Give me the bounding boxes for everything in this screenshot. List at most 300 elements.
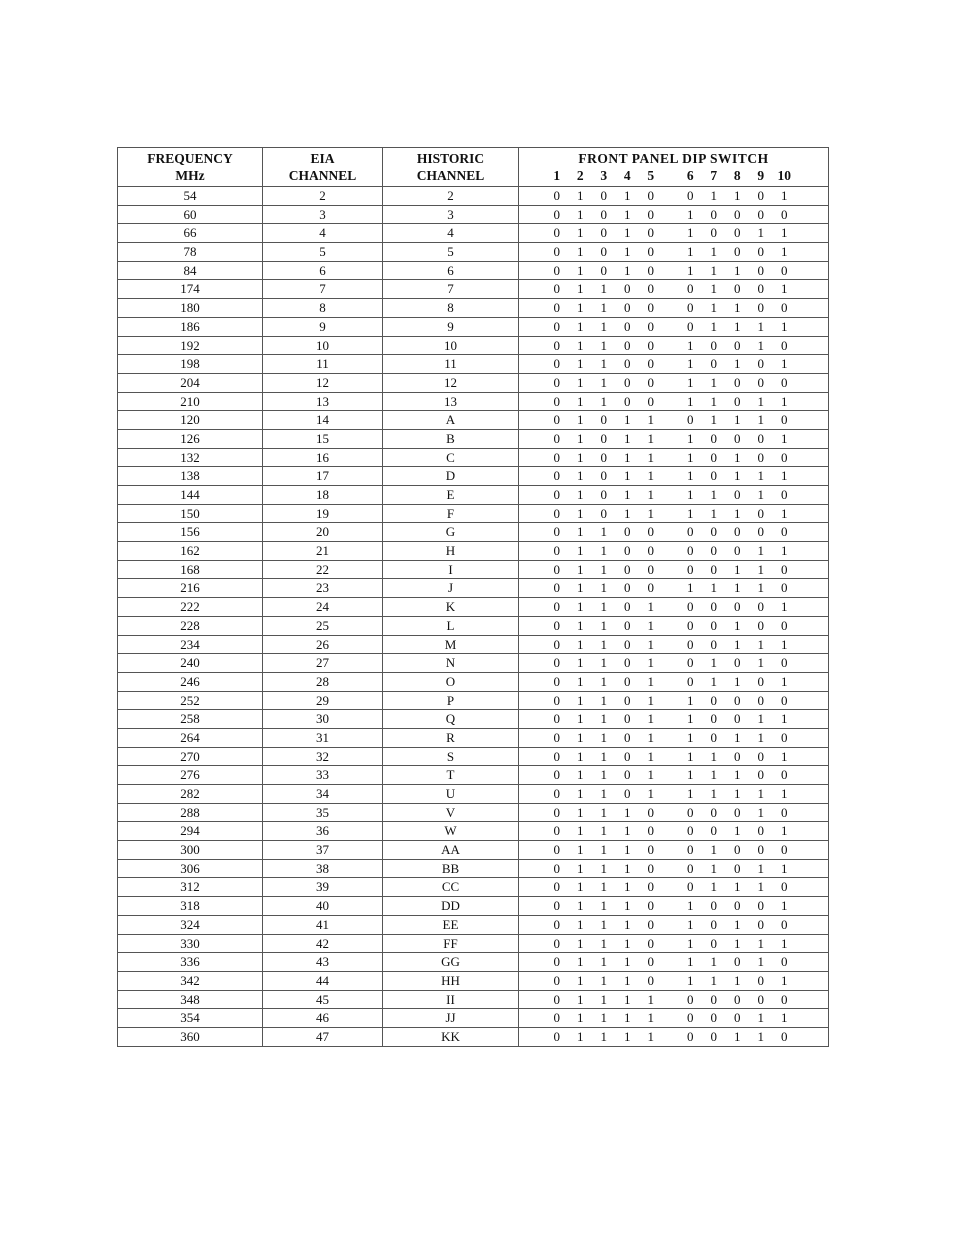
frequency-cell: 222	[118, 598, 263, 617]
dip-switch-bit-10: 0	[781, 1028, 788, 1044]
dip-switch-bit-2: 1	[577, 599, 584, 615]
dip-switch-bit-5: 0	[647, 879, 654, 895]
dip-switch-bit-3: 1	[600, 786, 607, 802]
dip-switch-bit-3: 1	[600, 599, 607, 615]
dip-switch-bit-2: 1	[577, 468, 584, 484]
dip-switch-bit-group-1-5	[545, 262, 663, 280]
frequency-cell: 156	[118, 523, 263, 542]
dip-switch-bit-9: 0	[757, 430, 764, 446]
dip-switch-settings	[519, 598, 828, 616]
dip-switch-bit-group-1-5	[545, 710, 663, 728]
dip-switch-bit-4: 0	[624, 729, 631, 745]
dip-switch-bit-group-6-10	[679, 991, 797, 1009]
dip-switch-bit-2: 1	[577, 524, 584, 540]
dip-switch-bit-group-6-10	[679, 822, 797, 840]
dip-switch-bit-group-1-5	[545, 785, 663, 803]
dip-switch-bit-2: 1	[577, 748, 584, 764]
frequency-cell: 336	[118, 953, 263, 972]
dip-switch-bit-9: 1	[757, 393, 764, 409]
dip-switch-bit-1: 0	[553, 860, 560, 876]
eia-channel-cell: 7	[263, 280, 383, 299]
frequency-cell: 192	[118, 336, 263, 355]
dip-switch-bit-1: 0	[553, 954, 560, 970]
dip-switch-settings	[519, 561, 828, 579]
dip-switch-bit-3: 1	[600, 916, 607, 932]
dip-switch-bit-6: 1	[687, 711, 694, 727]
dip-switch-bit-group-1-5	[545, 991, 663, 1009]
dip-switch-bit-5: 0	[647, 543, 654, 559]
dip-switch-bit-3: 1	[600, 300, 607, 316]
dip-switch-bit-6: 0	[687, 991, 694, 1007]
eia-channel-cell: 47	[263, 1027, 383, 1046]
dip-switch-bit-1: 0	[553, 786, 560, 802]
table-row	[118, 691, 829, 710]
dip-switch-bit-5: 1	[647, 748, 654, 764]
dip-switch-bit-group-1-5	[545, 355, 663, 373]
dip-switch-settings	[519, 579, 828, 597]
dip-switch-bit-4: 0	[624, 711, 631, 727]
frequency-cell: 204	[118, 373, 263, 392]
dip-switch-bit-1: 0	[553, 356, 560, 372]
dip-switch-bit-6: 1	[687, 374, 694, 390]
eia-channel-cell: 27	[263, 654, 383, 673]
dip-switch-settings	[519, 860, 828, 878]
historic-channel-cell: 4	[383, 224, 519, 243]
dip-switch-cell	[519, 542, 829, 561]
dip-switch-bit-9: 1	[757, 543, 764, 559]
dip-switch-bit-6: 0	[687, 823, 694, 839]
dip-switch-bit-8: 1	[734, 729, 741, 745]
frequency-cell: 132	[118, 448, 263, 467]
dip-switch-bit-7: 0	[710, 225, 717, 241]
dip-switch-bit-group-6-10	[679, 187, 797, 205]
dip-switch-bit-1: 0	[553, 318, 560, 334]
dip-switch-cell	[519, 878, 829, 897]
dip-switch-bit-3: 1	[600, 337, 607, 353]
dip-switch-settings	[519, 766, 828, 784]
dip-switch-bit-6: 0	[687, 879, 694, 895]
dip-switch-bit-6: 0	[687, 842, 694, 858]
eia-channel-cell: 11	[263, 355, 383, 374]
historic-header-line2: CHANNEL	[416, 168, 485, 183]
dip-switch-bit-2: 1	[577, 972, 584, 988]
frequency-cell: 330	[118, 934, 263, 953]
dip-switch-bit-9: 1	[757, 468, 764, 484]
dip-switch-bit-5: 1	[647, 1028, 654, 1044]
eia-channel-cell: 36	[263, 822, 383, 841]
dip-switch-bit-7: 1	[710, 505, 717, 521]
dip-switch-bit-8: 0	[734, 748, 741, 764]
dip-switch-cell	[519, 672, 829, 691]
frequency-cell: 168	[118, 560, 263, 579]
table-row	[118, 336, 829, 355]
dip-switch-bit-3: 1	[600, 524, 607, 540]
eia-channel-cell: 22	[263, 560, 383, 579]
dip-switch-bit-7: 0	[710, 729, 717, 745]
dip-switch-cell	[519, 355, 829, 374]
dip-switch-header	[519, 148, 829, 187]
dip-switch-bit-7: 0	[710, 206, 717, 222]
dip-switch-bit-8: 1	[734, 468, 741, 484]
dip-switch-bit-8: 1	[734, 673, 741, 689]
dip-switch-bit-group-6-10	[679, 860, 797, 878]
dip-switch-bit-3: 0	[600, 225, 607, 241]
dip-switch-bit-group-1-5	[545, 206, 663, 224]
dip-switch-bit-2: 1	[577, 318, 584, 334]
dip-switch-bit-group-1-5	[545, 243, 663, 261]
dip-switch-bit-10: 1	[781, 543, 788, 559]
dip-switch-bit-group-1-5	[545, 953, 663, 971]
dip-switch-cell	[519, 766, 829, 785]
dip-switch-number-6: 6	[686, 168, 694, 183]
dip-switch-bit-8: 1	[734, 767, 741, 783]
dip-switch-cell	[519, 411, 829, 430]
historic-channel-cell: 5	[383, 243, 519, 262]
dip-switch-bit-8: 0	[734, 599, 741, 615]
dip-switch-settings	[519, 692, 828, 710]
dip-switch-bit-8: 0	[734, 281, 741, 297]
dip-switch-bit-group-6-10	[679, 486, 797, 504]
dip-switch-bit-3: 1	[600, 318, 607, 334]
dip-switch-bit-7: 1	[710, 580, 717, 596]
frequency-cell: 282	[118, 785, 263, 804]
dip-switch-bit-5: 0	[647, 898, 654, 914]
dip-switch-bit-9: 0	[757, 823, 764, 839]
frequency-cell: 180	[118, 299, 263, 318]
historic-channel-cell: F	[383, 504, 519, 523]
dip-switch-title: FRONT PANEL DIP SWITCH	[578, 151, 769, 166]
dip-switch-bit-3: 1	[600, 860, 607, 876]
dip-switch-bit-6: 0	[687, 524, 694, 540]
dip-switch-bit-10: 0	[781, 655, 788, 671]
dip-switch-bit-1: 0	[553, 337, 560, 353]
frequency-cell: 342	[118, 971, 263, 990]
table-row	[118, 486, 829, 505]
dip-switch-bit-7: 1	[710, 786, 717, 802]
historic-header-line1: HISTORIC	[416, 151, 485, 166]
dip-switch-bit-7: 1	[710, 954, 717, 970]
dip-switch-settings	[519, 523, 828, 541]
table-row	[118, 859, 829, 878]
table-row	[118, 392, 829, 411]
dip-switch-bit-1: 0	[553, 412, 560, 428]
dip-switch-bit-group-1-5	[545, 579, 663, 597]
dip-switch-bit-8: 0	[734, 337, 741, 353]
historic-channel-cell: T	[383, 766, 519, 785]
dip-switch-bit-5: 0	[647, 300, 654, 316]
dip-switch-cell	[519, 486, 829, 505]
eia-channel-cell: 42	[263, 934, 383, 953]
dip-switch-cell	[519, 299, 829, 318]
dip-switch-bit-3: 1	[600, 898, 607, 914]
dip-switch-bit-5: 1	[647, 991, 654, 1007]
dip-switch-bit-3: 1	[600, 842, 607, 858]
dip-switch-bit-group-1-5	[545, 673, 663, 691]
dip-switch-bit-4: 0	[624, 617, 631, 633]
dip-switch-bit-9: 1	[757, 655, 764, 671]
historic-channel-cell: 13	[383, 392, 519, 411]
dip-switch-bit-10: 0	[781, 916, 788, 932]
dip-switch-settings	[519, 729, 828, 747]
dip-switch-bit-2: 1	[577, 916, 584, 932]
dip-switch-bit-5: 0	[647, 356, 654, 372]
table-row	[118, 448, 829, 467]
dip-switch-bit-1: 0	[553, 561, 560, 577]
dip-switch-bit-10: 1	[781, 711, 788, 727]
dip-switch-bit-1: 0	[553, 767, 560, 783]
dip-switch-bit-2: 1	[577, 543, 584, 559]
dip-switch-bit-group-1-5	[545, 224, 663, 242]
dip-switch-bit-6: 0	[687, 1010, 694, 1026]
dip-switch-bit-7: 0	[710, 823, 717, 839]
dip-switch-number-group-1-5	[545, 167, 663, 184]
eia-channel-cell: 30	[263, 710, 383, 729]
table-row	[118, 261, 829, 280]
dip-switch-bit-group-6-10	[679, 374, 797, 392]
dip-switch-bit-5: 1	[647, 449, 654, 465]
table-row	[118, 579, 829, 598]
dip-switch-bit-group-6-10	[679, 467, 797, 485]
dip-switch-bit-4: 0	[624, 281, 631, 297]
dip-switch-bit-6: 0	[687, 281, 694, 297]
dip-switch-bit-8: 0	[734, 692, 741, 708]
dip-switch-settings	[519, 991, 828, 1009]
dip-switch-bit-group-1-5	[545, 804, 663, 822]
dip-switch-bit-group-1-5	[545, 411, 663, 429]
eia-channel-cell: 37	[263, 841, 383, 860]
dip-switch-settings	[519, 262, 828, 280]
dip-switch-bit-9: 1	[757, 561, 764, 577]
historic-channel-cell: W	[383, 822, 519, 841]
dip-switch-bit-8: 1	[734, 300, 741, 316]
dip-switch-bit-1: 0	[553, 991, 560, 1007]
dip-switch-bit-group-6-10	[679, 785, 797, 803]
historic-channel-cell: P	[383, 691, 519, 710]
dip-switch-bit-10: 0	[781, 804, 788, 820]
dip-switch-settings	[519, 897, 828, 915]
dip-switch-bit-group-6-10	[679, 355, 797, 373]
dip-switch-bit-7: 0	[710, 804, 717, 820]
channel-dip-switch-table	[117, 147, 829, 1047]
dip-switch-settings	[519, 374, 828, 392]
dip-switch-bit-group-1-5	[545, 935, 663, 953]
dip-switch-bit-9: 1	[757, 1010, 764, 1026]
dip-switch-bit-8: 1	[734, 505, 741, 521]
dip-switch-bit-5: 0	[647, 281, 654, 297]
dip-switch-bit-group-6-10	[679, 523, 797, 541]
dip-switch-bit-group-1-5	[545, 467, 663, 485]
dip-switch-bit-4: 1	[624, 449, 631, 465]
frequency-cell: 234	[118, 635, 263, 654]
dip-switch-bit-3: 1	[600, 935, 607, 951]
dip-switch-bit-group-6-10	[679, 542, 797, 560]
dip-switch-settings	[519, 953, 828, 971]
dip-switch-bit-1: 0	[553, 898, 560, 914]
frequency-cell: 354	[118, 1009, 263, 1028]
eia-channel-cell: 20	[263, 523, 383, 542]
dip-switch-bit-group-6-10	[679, 449, 797, 467]
dip-switch-bit-4: 1	[624, 412, 631, 428]
dip-switch-bit-8: 1	[734, 972, 741, 988]
dip-switch-bit-group-1-5	[545, 299, 663, 317]
dip-switch-bit-9: 0	[757, 916, 764, 932]
historic-channel-cell: K	[383, 598, 519, 617]
dip-switch-bit-6: 1	[687, 430, 694, 446]
dip-switch-bit-9: 1	[757, 636, 764, 652]
dip-switch-bit-10: 1	[781, 673, 788, 689]
table-row	[118, 897, 829, 916]
table-row	[118, 878, 829, 897]
dip-switch-bit-7: 1	[710, 300, 717, 316]
dip-switch-bit-2: 1	[577, 767, 584, 783]
dip-switch-bit-4: 0	[624, 636, 631, 652]
dip-switch-bit-5: 0	[647, 393, 654, 409]
table-row	[118, 635, 829, 654]
frequency-cell: 246	[118, 672, 263, 691]
dip-switch-bit-group-1-5	[545, 916, 663, 934]
dip-switch-bit-5: 1	[647, 711, 654, 727]
dip-switch-bit-3: 1	[600, 374, 607, 390]
dip-switch-bit-group-6-10	[679, 243, 797, 261]
dip-switch-bit-group-6-10	[679, 598, 797, 616]
dip-switch-bit-group-6-10	[679, 617, 797, 635]
historic-channel-cell: 12	[383, 373, 519, 392]
eia-channel-cell: 19	[263, 504, 383, 523]
dip-switch-bit-5: 0	[647, 374, 654, 390]
dip-switch-bit-4: 1	[624, 916, 631, 932]
dip-switch-bit-6: 1	[687, 206, 694, 222]
dip-switch-bit-2: 1	[577, 300, 584, 316]
dip-switch-bit-9: 1	[757, 1028, 764, 1044]
dip-switch-bit-10: 0	[781, 692, 788, 708]
dip-switch-bit-3: 1	[600, 991, 607, 1007]
eia-channel-cell: 17	[263, 467, 383, 486]
dip-switch-bit-10: 0	[781, 617, 788, 633]
dip-switch-bit-7: 1	[710, 748, 717, 764]
dip-switch-settings	[519, 878, 828, 896]
dip-switch-settings	[519, 972, 828, 990]
dip-switch-bit-3: 1	[600, 1028, 607, 1044]
dip-switch-bit-10: 1	[781, 318, 788, 334]
dip-switch-bit-group-1-5	[545, 1009, 663, 1027]
dip-switch-bit-2: 1	[577, 449, 584, 465]
frequency-cell: 138	[118, 467, 263, 486]
dip-switch-bit-3: 1	[600, 711, 607, 727]
dip-switch-bit-6: 1	[687, 393, 694, 409]
frequency-cell: 126	[118, 429, 263, 448]
dip-switch-bit-2: 1	[577, 860, 584, 876]
dip-switch-bit-10: 1	[781, 935, 788, 951]
dip-switch-cell	[519, 317, 829, 336]
dip-switch-bit-1: 0	[553, 206, 560, 222]
dip-switch-bit-1: 0	[553, 804, 560, 820]
dip-switch-cell	[519, 523, 829, 542]
dip-switch-bit-group-1-5	[545, 561, 663, 579]
dip-switch-settings	[519, 617, 828, 635]
dip-switch-bit-4: 1	[624, 991, 631, 1007]
frequency-cell: 324	[118, 915, 263, 934]
historic-channel-cell: 11	[383, 355, 519, 374]
dip-switch-bit-6: 1	[687, 262, 694, 278]
dip-switch-bit-group-6-10	[679, 636, 797, 654]
dip-switch-bit-3: 0	[600, 206, 607, 222]
dip-switch-bit-3: 1	[600, 617, 607, 633]
historic-channel-cell: U	[383, 785, 519, 804]
dip-switch-bit-2: 1	[577, 225, 584, 241]
dip-switch-bit-10: 1	[781, 281, 788, 297]
dip-switch-bit-group-6-10	[679, 953, 797, 971]
dip-switch-bit-10: 1	[781, 599, 788, 615]
dip-switch-bit-9: 1	[757, 935, 764, 951]
dip-switch-bit-group-6-10	[679, 224, 797, 242]
dip-switch-bit-4: 1	[624, 842, 631, 858]
dip-switch-bit-5: 1	[647, 786, 654, 802]
dip-switch-cell	[519, 953, 829, 972]
dip-switch-bit-8: 0	[734, 1010, 741, 1026]
dip-switch-bit-3: 1	[600, 748, 607, 764]
dip-switch-bit-8: 1	[734, 1028, 741, 1044]
dip-switch-bit-9: 0	[757, 842, 764, 858]
eia-channel-cell: 45	[263, 990, 383, 1009]
dip-switch-bit-group-6-10	[679, 1009, 797, 1027]
dip-switch-bit-6: 1	[687, 692, 694, 708]
dip-switch-cell	[519, 934, 829, 953]
dip-switch-bit-3: 1	[600, 655, 607, 671]
dip-switch-settings	[519, 449, 828, 467]
dip-switch-bit-10: 0	[781, 767, 788, 783]
dip-switch-settings	[519, 804, 828, 822]
eia-channel-cell: 18	[263, 486, 383, 505]
dip-switch-bit-7: 0	[710, 543, 717, 559]
dip-switch-bit-7: 1	[710, 318, 717, 334]
dip-switch-bit-7: 0	[710, 916, 717, 932]
dip-switch-bit-8: 0	[734, 860, 741, 876]
dip-switch-bit-4: 1	[624, 1028, 631, 1044]
dip-switch-bit-group-1-5	[545, 729, 663, 747]
dip-switch-bit-10: 1	[781, 823, 788, 839]
dip-switch-cell	[519, 224, 829, 243]
dip-switch-bit-2: 1	[577, 786, 584, 802]
dip-switch-bit-9: 0	[757, 748, 764, 764]
dip-switch-cell	[519, 822, 829, 841]
dip-switch-bit-6: 1	[687, 898, 694, 914]
table-row	[118, 542, 829, 561]
frequency-cell: 252	[118, 691, 263, 710]
dip-switch-bit-3: 1	[600, 729, 607, 745]
dip-switch-settings	[519, 486, 828, 504]
dip-switch-settings	[519, 748, 828, 766]
dip-switch-number-7: 7	[710, 168, 718, 183]
dip-switch-bit-8: 1	[734, 188, 741, 204]
eia-channel-cell: 13	[263, 392, 383, 411]
dip-switch-bit-4: 1	[624, 225, 631, 241]
dip-switch-bit-6: 1	[687, 225, 694, 241]
table-row	[118, 523, 829, 542]
dip-switch-bit-group-6-10	[679, 935, 797, 953]
dip-switch-bit-7: 0	[710, 711, 717, 727]
historic-channel-cell: AA	[383, 841, 519, 860]
dip-switch-bit-6: 1	[687, 580, 694, 596]
dip-switch-bit-4: 1	[624, 972, 631, 988]
dip-switch-bit-6: 0	[687, 561, 694, 577]
dip-switch-bit-6: 0	[687, 617, 694, 633]
dip-switch-cell	[519, 598, 829, 617]
dip-switch-cell	[519, 448, 829, 467]
dip-switch-bit-3: 0	[600, 487, 607, 503]
dip-switch-bit-3: 0	[600, 468, 607, 484]
dip-switch-bit-group-6-10	[679, 654, 797, 672]
dip-switch-cell	[519, 1009, 829, 1028]
